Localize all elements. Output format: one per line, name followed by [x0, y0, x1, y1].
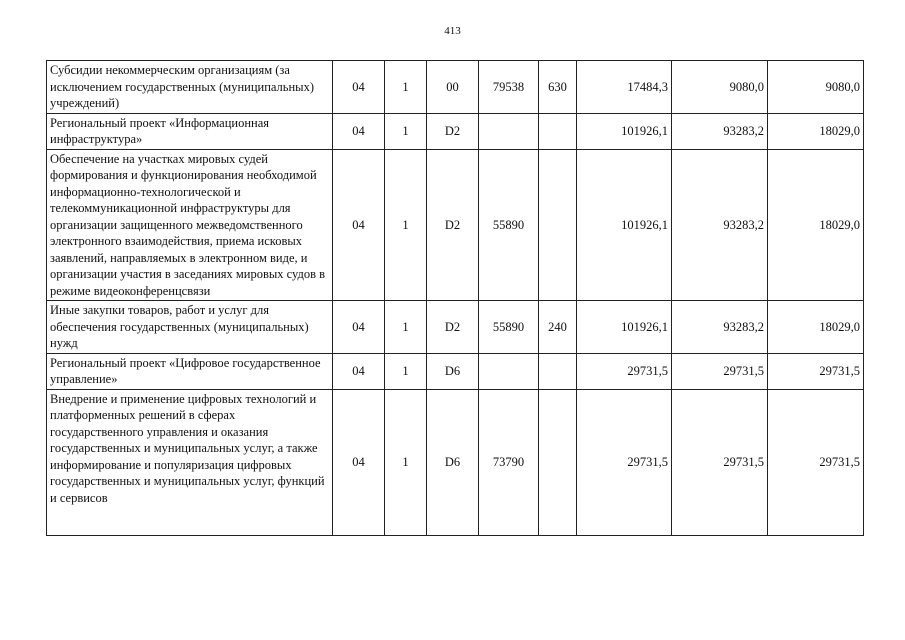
table-row — [47, 149, 864, 301]
row-name-cell: Внедрение и применение цифровых технологий и платформенных решений в сферах государственного управления и оказания государственных и муниципальных услуг, а также информирование и популяризация цифровых государственных и муниципальных услуг, функций и сервисов — [47, 389, 333, 535]
amount-year1-cell: 17484,3 — [577, 61, 672, 114]
budget-table — [46, 60, 864, 536]
project-code-cell: D6 — [427, 389, 479, 535]
table-row — [47, 353, 864, 389]
amount-year3-cell: 18029,0 — [768, 301, 864, 354]
program-code-cell: 1 — [385, 149, 427, 301]
amount-year3-cell: 29731,5 — [768, 353, 864, 389]
amount-year2-cell: 93283,2 — [672, 301, 768, 354]
section-code-cell: 04 — [333, 61, 385, 114]
project-code-cell: D2 — [427, 113, 479, 149]
table-row — [47, 113, 864, 149]
amount-year3-cell: 9080,0 — [768, 61, 864, 114]
direction-code-cell: 79538 — [479, 61, 539, 114]
section-code-cell: 04 — [333, 353, 385, 389]
amount-year2-cell: 29731,5 — [672, 389, 768, 535]
section-code-cell: 04 — [333, 389, 385, 535]
row-name-cell: Региональный проект «Информационная инфраструктура» — [47, 113, 333, 149]
table-row — [47, 61, 864, 114]
row-name-cell: Иные закупки товаров, работ и услуг для обеспечения государственных (муниципальных) нужд — [47, 301, 333, 354]
program-code-cell: 1 — [385, 389, 427, 535]
project-code-cell: 00 — [427, 61, 479, 114]
program-code-cell: 1 — [385, 301, 427, 354]
program-code-cell: 1 — [385, 113, 427, 149]
amount-year1-cell: 101926,1 — [577, 301, 672, 354]
row-name-cell: Субсидии некоммерческим организациям (за исключением государственных (муниципальных) учреждений) — [47, 61, 333, 114]
amount-year3-cell: 18029,0 — [768, 149, 864, 301]
project-code-cell: D6 — [427, 353, 479, 389]
direction-code-cell — [479, 113, 539, 149]
expense-type-cell — [539, 353, 577, 389]
expense-type-cell — [539, 389, 577, 535]
amount-year2-cell: 93283,2 — [672, 149, 768, 301]
program-code-cell: 1 — [385, 353, 427, 389]
section-code-cell: 04 — [333, 301, 385, 354]
amount-year1-cell: 29731,5 — [577, 353, 672, 389]
amount-year2-cell: 9080,0 — [672, 61, 768, 114]
amount-year3-cell: 29731,5 — [768, 389, 864, 535]
amount-year1-cell: 29731,5 — [577, 389, 672, 535]
table-row — [47, 301, 864, 354]
expense-type-cell — [539, 149, 577, 301]
direction-code-cell: 55890 — [479, 149, 539, 301]
expense-type-cell: 630 — [539, 61, 577, 114]
amount-year2-cell: 29731,5 — [672, 353, 768, 389]
direction-code-cell: 55890 — [479, 301, 539, 354]
section-code-cell: 04 — [333, 149, 385, 301]
table-row — [47, 389, 864, 535]
direction-code-cell: 73790 — [479, 389, 539, 535]
expense-type-cell: 240 — [539, 301, 577, 354]
project-code-cell: D2 — [427, 301, 479, 354]
row-name-cell: Обеспечение на участках мировых судей формирования и функционирования необходимой информационно-технологической и телекоммуникационной инфраструктуры для организации защищенного межведомственного электронного взаимодействия, приема исковых заявлений, направляемых в электронном виде, и организации участия в заседаниях мировых судов в режиме видеоконференцсвязи — [47, 149, 333, 301]
expense-type-cell — [539, 113, 577, 149]
row-name-cell: Региональный проект «Цифровое государственное управление» — [47, 353, 333, 389]
project-code-cell: D2 — [427, 149, 479, 301]
amount-year2-cell: 93283,2 — [672, 113, 768, 149]
program-code-cell: 1 — [385, 61, 427, 114]
section-code-cell: 04 — [333, 113, 385, 149]
amount-year1-cell: 101926,1 — [577, 149, 672, 301]
page-number: 413 — [444, 25, 461, 37]
amount-year3-cell: 18029,0 — [768, 113, 864, 149]
direction-code-cell — [479, 353, 539, 389]
amount-year1-cell: 101926,1 — [577, 113, 672, 149]
